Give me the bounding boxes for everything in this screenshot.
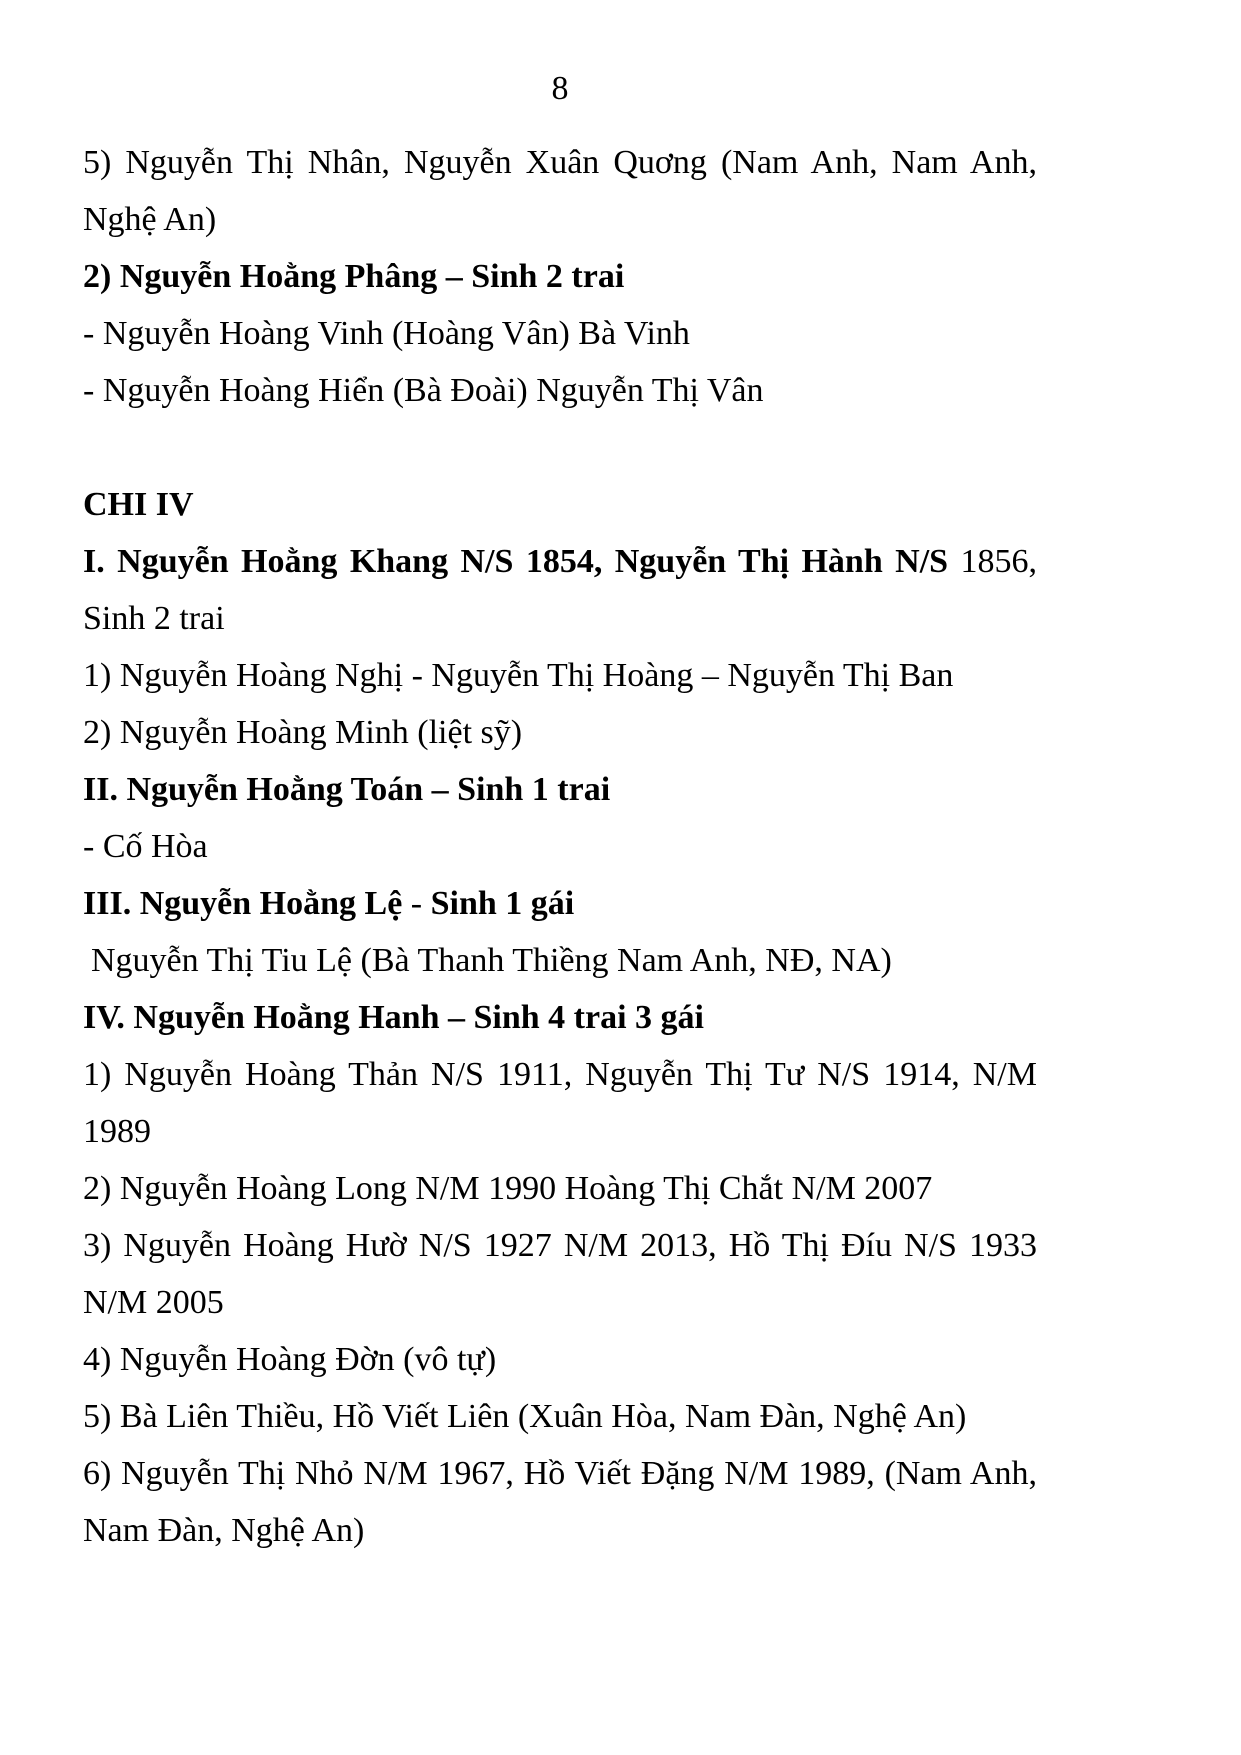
text-line: 5) Bà Liên Thiều, Hồ Viết Liên (Xuân Hòa, Nam Đàn, Nghệ An) <box>83 1398 967 1435</box>
text-line: 6) Nguyễn Thị Nhỏ N/M 1967, Hồ Viết Đặng N/M 1989, (Nam Anh, <box>83 1455 1037 1492</box>
document-body <box>83 134 1037 1559</box>
text-line: - Cố Hòa <box>83 828 208 865</box>
text-line: 1) Nguyễn Hoàng Nghị - Nguyễn Thị Hoàng – Nguyễn Thị Ban <box>83 657 954 694</box>
text-line: 5) Nguyễn Thị Nhân, Nguyễn Xuân Quơng (Nam Anh, Nam Anh, <box>83 144 1037 181</box>
text-line: 2) Nguyễn Hoàng Minh (liệt sỹ) <box>83 714 523 751</box>
page-number: 8 <box>551 70 569 107</box>
text-line: Nghệ An) <box>83 201 217 238</box>
text-segment: I. Nguyễn Hoằng Khang N/S 1854, Nguyễn Thị Hành N/S <box>83 543 961 580</box>
text-line: - Nguyễn Hoàng Vinh (Hoàng Vân) Bà Vinh <box>83 315 690 352</box>
text-line: IV. Nguyễn Hoằng Hanh – Sinh 4 trai 3 gái <box>83 999 704 1036</box>
text-line: 1989 <box>83 1113 151 1150</box>
text-line <box>83 875 1037 932</box>
text-line: - Nguyễn Hoàng Hiển (Bà Đoài) Nguyễn Thị Vân <box>83 372 764 409</box>
text-line <box>83 533 1037 590</box>
text-line: Nguyễn Thị Tiu Lệ (Bà Thanh Thiềng Nam Anh, NĐ, NA) <box>91 942 892 979</box>
text-line: CHI IV <box>83 486 194 523</box>
text-segment: Sinh 1 gái <box>430 885 575 922</box>
text-line: 4) Nguyễn Hoàng Đờn (vô tự) <box>83 1341 497 1378</box>
text-line <box>83 419 1037 476</box>
text-line: 2) Nguyễn Hoằng Phâng – Sinh 2 trai <box>83 258 625 295</box>
text-line: 3) Nguyễn Hoàng Hườ N/S 1927 N/M 2013, Hồ Thị Đíu N/S 1933 <box>83 1227 1037 1264</box>
text-line: Sinh 2 trai <box>83 600 225 637</box>
text-line: 1) Nguyễn Hoàng Thản N/S 1911, Nguyễn Thị Tư N/S 1914, N/M <box>83 1056 1037 1093</box>
text-line: N/M 2005 <box>83 1284 224 1321</box>
text-segment: III. Nguyễn Hoằng Lệ <box>83 885 403 922</box>
text-segment: 1856, <box>960 543 1037 580</box>
text-line: 2) Nguyễn Hoàng Long N/M 1990 Hoàng Thị Chắt N/M 2007 <box>83 1170 933 1207</box>
text-line: Nam Đàn, Nghệ An) <box>83 1512 365 1549</box>
text-segment: - <box>402 885 431 922</box>
text-line: II. Nguyễn Hoằng Toán – Sinh 1 trai <box>83 771 611 808</box>
